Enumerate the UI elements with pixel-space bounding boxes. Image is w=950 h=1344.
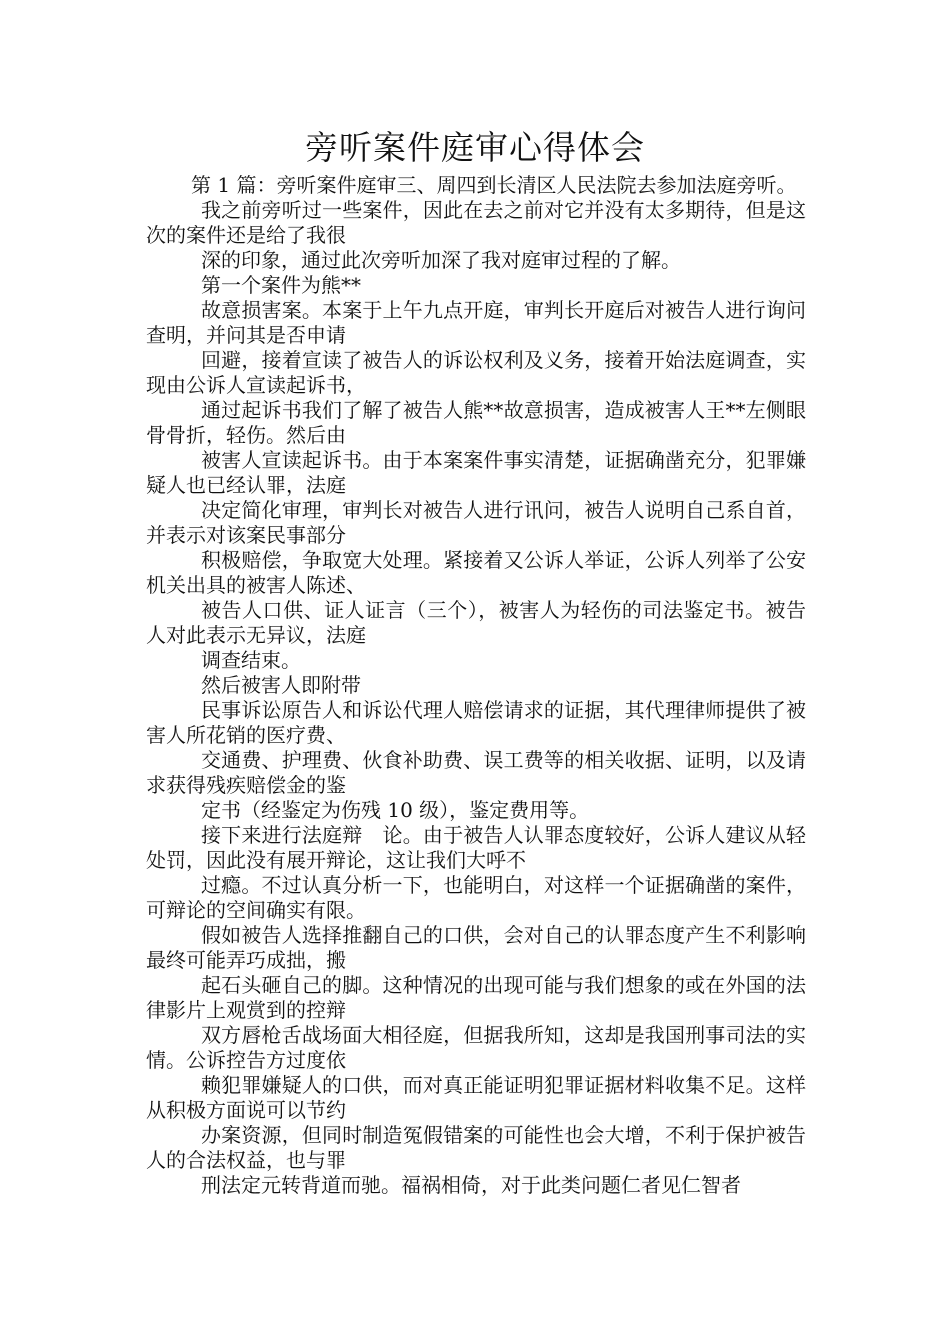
paragraph: 民事诉讼原告人和诉讼代理人赔偿请求的证据，其代理律师提供了被害人所花销的医疗费、 [146, 698, 806, 747]
document-body [146, 173, 806, 1198]
paragraph: 决定简化审理，审判长对被告人进行讯问，被告人说明自己系自首，并表示对该案民事部分 [146, 498, 806, 547]
paragraph: 深的印象，通过此次旁听加深了我对庭审过程的了解。 [201, 248, 681, 272]
paragraph: 我之前旁听过一些案件，因此在去之前对它并没有太多期待，但是这次的案件还是给了我很 [146, 198, 806, 247]
document-title: 旁听案件庭审心得体会 [305, 128, 645, 167]
paragraph: 第一个案件为熊** [201, 273, 361, 297]
paragraph: 定书（经鉴定为伤残 10 级），鉴定费用等。 [201, 798, 590, 822]
paragraph: 故意损害案。本案于上午九点开庭，审判长开庭后对被告人进行询问查明，并问其是否申请 [146, 298, 806, 347]
paragraph: 接下来进行法庭辩 论。由于被告人认罪态度较好，公诉人建议从轻处罚，因此没有展开辩论，这让我们大呼不 [146, 823, 806, 872]
paragraph: 被告人口供、证人证言（三个），被害人为轻伤的司法鉴定书。被告人对此表示无异议，法庭 [146, 598, 806, 647]
paragraph: 回避，接着宣读了被告人的诉讼权利及义务，接着开始法庭调查，实现由公诉人宣读起诉书， [146, 348, 806, 397]
paragraph: 积极赔偿，争取宽大处理。紧接着又公诉人举证，公诉人列举了公安机关出具的被害人陈述、 [146, 548, 806, 597]
paragraph: 调查结束。 [201, 648, 301, 672]
paragraph: 起石头砸自己的脚。这种情况的出现可能与我们想象的或在外国的法律影片上观赏到的控辩 [146, 973, 806, 1022]
paragraph: 然后被害人即附带 [201, 673, 361, 697]
paragraph: 交通费、护理费、伙食补助费、误工费等的相关收据、证明，以及请求获得残疾赔偿金的鉴 [146, 748, 806, 797]
paragraph: 假如被告人选择推翻自己的口供，会对自己的认罪态度产生不利影响最终可能弄巧成拙，搬 [146, 923, 806, 972]
paragraph: 过瘾。不过认真分析一下，也能明白，对这样一个证据确凿的案件，可辩论的空间确实有限。 [146, 873, 806, 922]
paragraph: 赖犯罪嫌疑人的口供，而对真正能证明犯罪证据材料收集不足。这样从积极方面说可以节约 [146, 1073, 806, 1122]
paragraph: 双方唇枪舌战场面大相径庭，但据我所知，这却是我国刑事司法的实情。公诉控告方过度依 [146, 1023, 806, 1072]
paragraph: 第 1 篇：旁听案件庭审三、周四到长清区人民法院去参加法庭旁听。 [191, 173, 797, 197]
paragraph: 通过起诉书我们了解了被告人熊**故意损害，造成被害人王**左侧眼骨骨折，轻伤。然后由 [146, 398, 806, 447]
paragraph: 刑法定元转背道而驰。福祸相倚，对于此类问题仁者见仁智者 [201, 1173, 741, 1197]
paragraph: 办案资源，但同时制造冤假错案的可能性也会大增，不利于保护被告人的合法权益，也与罪 [146, 1123, 806, 1172]
paragraph: 被害人宣读起诉书。由于本案案件事实清楚，证据确凿充分，犯罪嫌疑人也已经认罪，法庭 [146, 448, 806, 497]
